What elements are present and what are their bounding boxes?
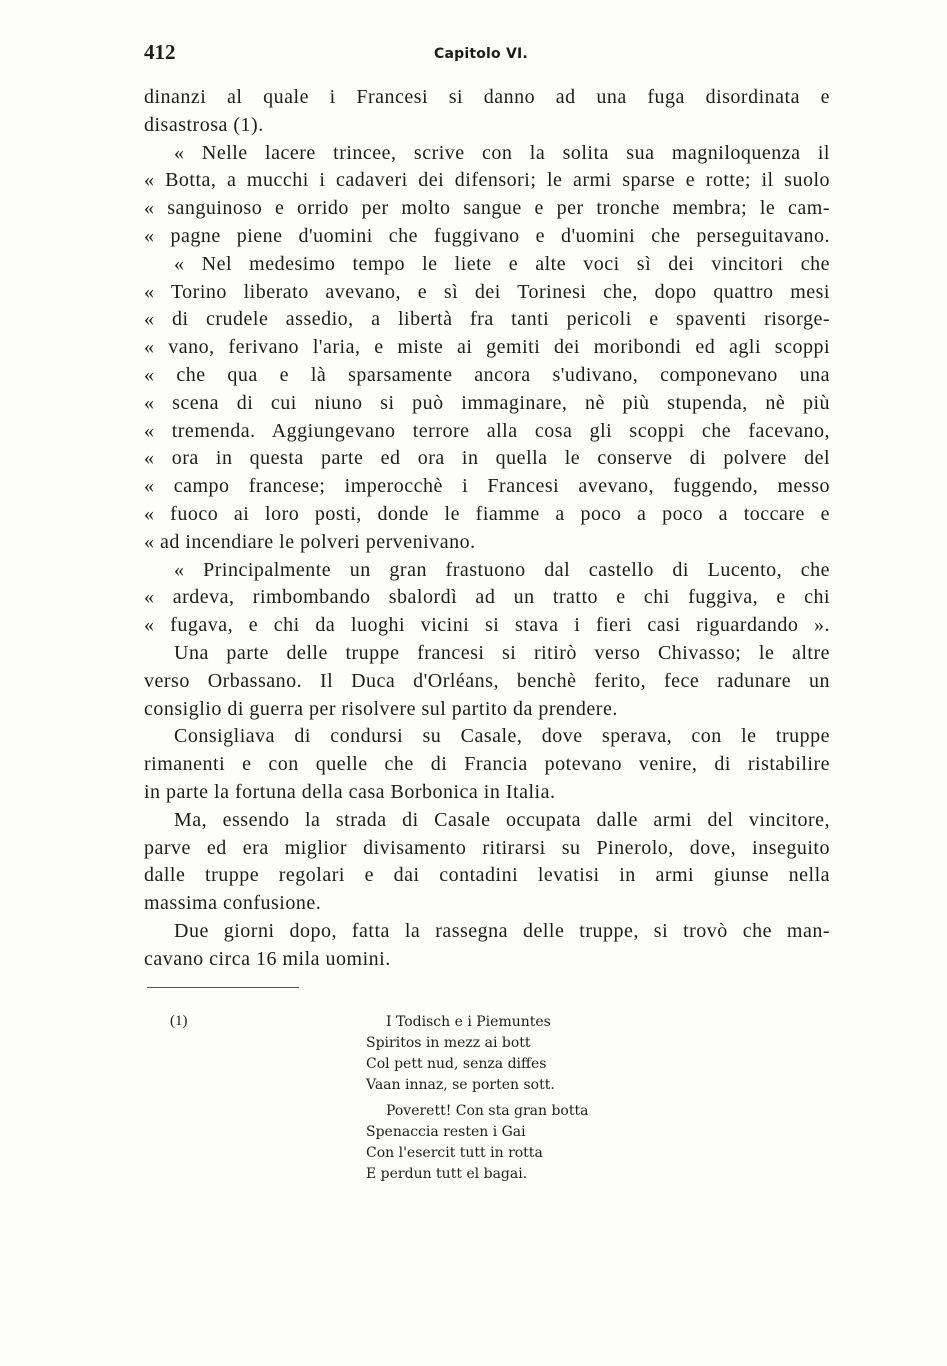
poem-line: Spenaccia resten i Gai (366, 1124, 526, 1140)
poem-line: I Todisch e i Piemuntes (386, 1014, 551, 1030)
poem-line: Vaan innaz, se porten sott. (366, 1077, 555, 1093)
text-line: « ardeva, rimbombando sbalordì ad un tratto e chi fuggiva, e chi (144, 586, 830, 609)
text-line: Consigliava di condursi su Casale, dove sperava, con le truppe (174, 725, 830, 748)
text-line: dinanzi al quale i Francesi si danno ad una fuga disordinata e (144, 86, 830, 108)
text-line: dalle truppe regolari e dai contadini levatisi in armi giunse nella (144, 864, 830, 887)
text-line: « di crudele assedio, a libertà fra tanti pericoli e spaventi risorge- (144, 308, 830, 331)
poem-line: Poverett! Con sta gran botta (386, 1103, 589, 1119)
poem-line: Con l'esercit tutt in rotta (366, 1145, 543, 1161)
text-line: Una parte delle truppe francesi si ritirò verso Chivasso; le altre (174, 641, 830, 664)
text-line: parve ed era miglior divisamento ritirarsi su Pinerolo, dove, inseguito (144, 836, 830, 859)
text-line: « Nel medesimo tempo le liete e alte voci sì dei vincitori che (174, 252, 830, 275)
text-line: massima confusione. (144, 892, 322, 915)
text-line: « ora in questa parte ed ora in quella le conserve di polvere del (144, 447, 830, 470)
text-line: « tremenda. Aggiungevano terrore alla cosa gli scoppi che facevano, (144, 419, 830, 442)
footnote-separator (147, 987, 299, 988)
text-line: Ma, essendo la strada di Casale occupata dalle armi del vincitore, (174, 808, 830, 831)
footnote-poem-stanza-1 (366, 1012, 555, 1096)
poem-line: Spiritos in mezz ai bott (366, 1035, 531, 1051)
text-line: « pagne piene d'uomini che fuggivano e d'uomini che perseguitavano. (144, 224, 830, 247)
text-line: « Botta, a mucchi i cadaveri dei difensori; le armi sparse e rotte; il suolo (144, 169, 830, 192)
text-line: « campo francese; imperocchè i Francesi avevano, fuggendo, messo (144, 475, 830, 498)
text-line: « ad incendiare le polveri pervenivano. (144, 530, 476, 553)
footnote-marker: (1) (170, 1013, 188, 1029)
text-line: « Principalmente un gran frastuono dal castello di Lucento, che (174, 558, 830, 581)
running-title: Capitolo VI. (434, 46, 528, 62)
text-line: « fugava, e chi da luoghi vicini si stava i fieri casi riguardando ». (144, 614, 830, 637)
text-line: Due giorni dopo, fatta la rassegna delle truppe, si trovò che man- (174, 919, 830, 942)
poem-line: Col pett nud, senza diffes (366, 1056, 547, 1072)
text-line: consiglio di guerra per risolvere sul partito da prendere. (144, 697, 618, 720)
poem-line: E perdun tutt el bagai. (366, 1166, 528, 1182)
text-line: « sanguinoso e orrido per molto sangue e per tronche membra; le cam- (144, 197, 830, 220)
text-line: rimanenti e con quelle che di Francia potevano venire, di ristabilire (144, 753, 830, 776)
page-number: 412 (144, 40, 176, 64)
text-line: disastrosa (1). (144, 113, 264, 136)
text-line: in parte la fortuna della casa Borbonica in Italia. (144, 780, 556, 803)
text-line: « Torino liberato avevano, e sì dei Torinesi che, dopo quattro mesi (144, 280, 830, 303)
text-line: cavano circa 16 mila uomini. (144, 947, 391, 970)
page-header (144, 40, 830, 70)
body-text (144, 84, 830, 974)
footnote-poem-stanza-2 (366, 1101, 588, 1185)
text-line: « che qua e là sparsamente ancora s'udivano, componevano una (144, 363, 830, 386)
text-line: « vano, ferivano l'aria, e miste ai gemiti dei moribondi ed agli scoppi (144, 336, 830, 359)
text-line: « scena di cui niuno si può immaginare, nè più stupenda, nè più (144, 391, 830, 414)
text-line: verso Orbassano. Il Duca d'Orléans, benchè ferito, fece radunare un (144, 669, 830, 692)
text-line: « fuoco ai loro posti, donde le fiamme a poco a poco a toccare e (144, 502, 830, 525)
text-line: « Nelle lacere trincee, scrive con la solita sua magniloquenza il (174, 141, 830, 164)
